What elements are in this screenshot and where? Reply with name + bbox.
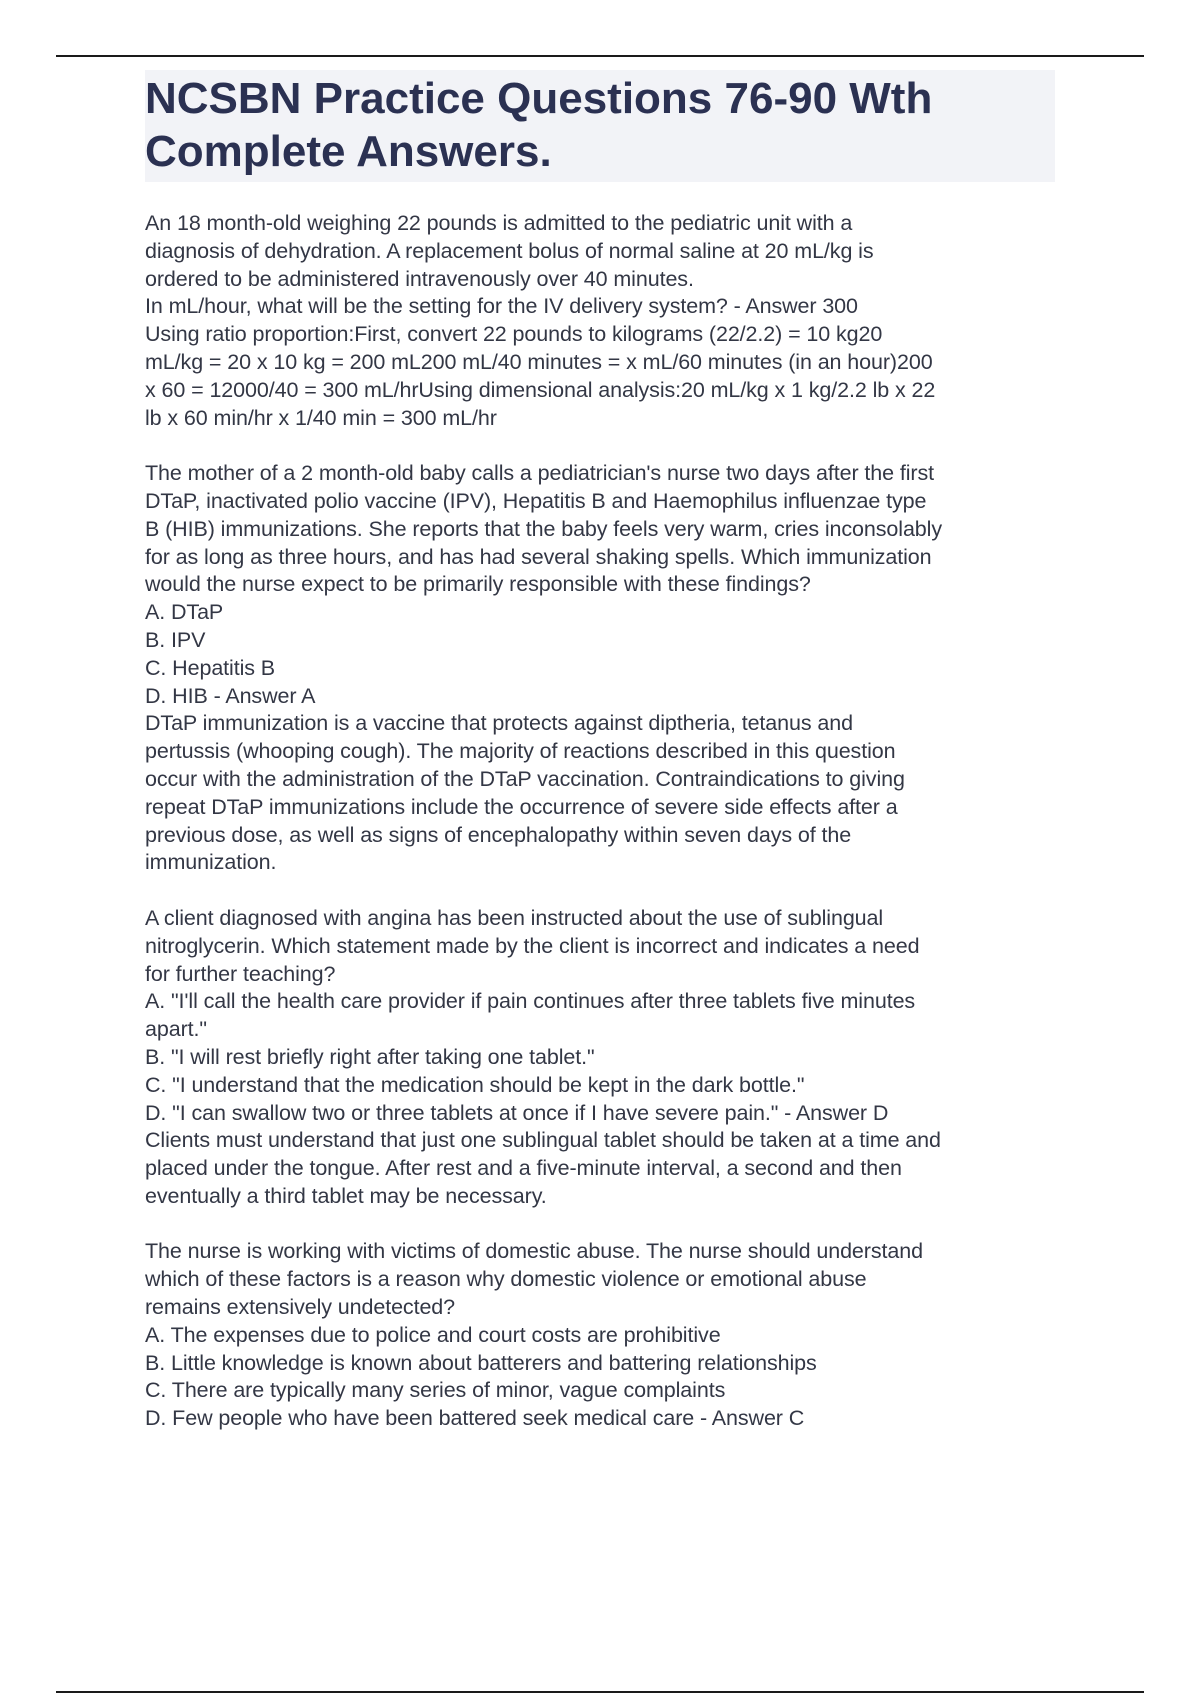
option-line: A. The expenses due to police and court costs are prohibitive [145,1322,721,1347]
question-3 [145,905,1055,1211]
question-3-stem [145,905,1055,988]
option-line: C. Hepatitis B [145,655,276,680]
text-line: would the nurse expect to be primarily responsible with these findings? [145,572,811,597]
option-line: B. Little knowledge is known about batterers and battering relationships [145,1350,817,1375]
text-line: occur with the administration of the DTaP vaccination. Contraindications to giving [145,766,905,791]
document-body [145,70,1055,1433]
text-line: pertussis (whooping cough). The majority of reactions described in this question [145,739,896,764]
question-2 [145,460,1055,877]
text-line: repeat DTaP immunizations include the occurrence of severe side effects after a [145,794,898,819]
text-line: which of these factors is a reason why domestic violence or emotional abuse [145,1267,867,1292]
text-line: previous dose, as well as signs of encephalopathy within seven days of the [145,822,852,847]
option-line: B. "I will rest briefly right after taking one tablet." [145,1044,595,1069]
text-line: Clients must understand that just one sublingual tablet should be taken at a time and [145,1128,941,1153]
question-1-text [145,210,1055,432]
bottom-rule [56,1691,1144,1693]
question-1 [145,210,1055,432]
text-line: An 18 month-old weighing 22 pounds is admitted to the pediatric unit with a [145,211,853,235]
text-line: The nurse is working with victims of domestic abuse. The nurse should understand [145,1239,923,1264]
text-line: Using ratio proportion:First, convert 22 pounds to kilograms (22/2.2) = 10 kg20 [145,322,883,347]
question-2-stem [145,460,1055,599]
option-line: D. Few people who have been battered seek medical care - Answer C [145,1406,805,1431]
option-line: B. IPV [145,627,206,652]
question-4-answer [145,1322,1055,1433]
option-line: C. "I understand that the medication should be kept in the dark bottle." [145,1072,805,1097]
option-line: D. HIB - Answer A [145,683,316,708]
text-line: lb x 60 min/hr x 1/40 min = 300 mL/hr [145,405,497,430]
question-4-stem [145,1238,1055,1321]
title-line: NCSBN Practice Questions 76-90 Wth [145,74,933,123]
question-4 [145,1238,1055,1433]
text-line: DTaP immunization is a vaccine that protects against diptheria, tetanus and [145,711,853,736]
option-line: D. "I can swallow two or three tablets at once if I have severe pain." - Answer D [145,1100,889,1125]
text-line: A client diagnosed with angina has been instructed about the use of sublingual [145,905,884,930]
text-line: mL/kg = 20 x 10 kg = 200 mL200 mL/40 minutes = x mL/60 minutes (in an hour)200 [145,349,933,374]
text-line: DTaP, inactivated polio vaccine (IPV), Hepatitis B and Haemophilus influenzae type [145,488,927,513]
option-line: apart." [145,1017,207,1042]
text-line: In mL/hour, what will be the setting for the IV delivery system? - Answer 300 [145,294,858,319]
text-line: B (HIB) immunizations. She reports that the baby feels very warm, cries inconsolably [145,516,942,541]
text-line: eventually a third tablet may be necessary. [145,1183,547,1208]
question-3-answer [145,988,1055,1210]
text-line: nitroglycerin. Which statement made by the client is incorrect and indicates a need [145,933,920,958]
text-line: for as long as three hours, and has had several shaking spells. Which immunization [145,544,932,569]
question-2-answer [145,599,1055,877]
option-line: A. DTaP [145,600,224,625]
top-rule [56,55,1144,57]
title-line: Complete Answers. [145,127,552,176]
document-title [145,70,1055,182]
text-line: diagnosis of dehydration. A replacement bolus of normal saline at 20 mL/kg is [145,238,874,263]
text-line: for further teaching? [145,961,336,986]
option-line: C. There are typically many series of minor, vague complaints [145,1378,726,1403]
text-line: ordered to be administered intravenously over 40 minutes. [145,266,694,291]
text-line: The mother of a 2 month-old baby calls a pediatrician's nurse two days after the first [145,461,935,486]
text-line: placed under the tongue. After rest and a five-minute interval, a second and then [145,1156,902,1181]
text-line: immunization. [145,850,277,875]
text-line: x 60 = 12000/40 = 300 mL/hrUsing dimensional analysis:20 mL/kg x 1 kg/2.2 lb x 22 [145,377,936,402]
option-line: A. "I'll call the health care provider if pain continues after three tablets five minutes [145,989,916,1014]
text-line: remains extensively undetected? [145,1295,456,1320]
